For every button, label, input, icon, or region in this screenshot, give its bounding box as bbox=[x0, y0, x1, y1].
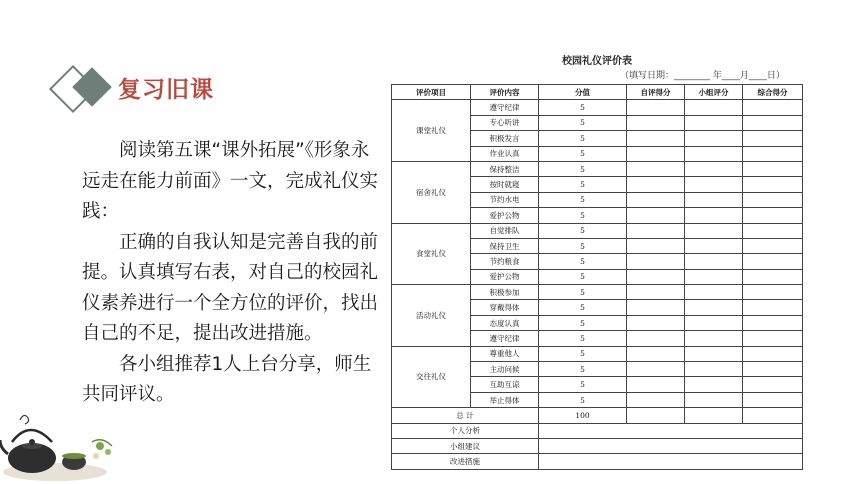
overall-score-input[interactable] bbox=[743, 269, 803, 284]
table-row bbox=[392, 100, 803, 115]
group-score-input[interactable] bbox=[685, 254, 743, 269]
score-cell: 5 bbox=[539, 223, 627, 238]
score-cell: 5 bbox=[539, 377, 627, 392]
group-score-input[interactable] bbox=[685, 208, 743, 223]
score-cell: 5 bbox=[539, 177, 627, 192]
self-score-input[interactable] bbox=[627, 192, 685, 207]
self-score-input[interactable] bbox=[627, 100, 685, 115]
content-cell: 举止得体 bbox=[471, 392, 539, 407]
instruction-text bbox=[82, 136, 382, 411]
score-cell: 5 bbox=[539, 331, 627, 346]
footer-row bbox=[392, 454, 803, 470]
overall-score-input[interactable] bbox=[743, 238, 803, 253]
score-cell: 5 bbox=[539, 362, 627, 377]
category-cell: 宿舍礼仪 bbox=[392, 161, 471, 223]
table-header-row bbox=[392, 85, 803, 100]
footer-input[interactable] bbox=[539, 454, 803, 470]
score-cell: 5 bbox=[539, 269, 627, 284]
content-cell: 节约粮食 bbox=[471, 254, 539, 269]
content-cell: 态度认真 bbox=[471, 315, 539, 330]
self-score-input[interactable] bbox=[627, 392, 685, 407]
content-cell: 主动问候 bbox=[471, 362, 539, 377]
overall-score-input[interactable] bbox=[743, 115, 803, 130]
overall-score-input[interactable] bbox=[743, 362, 803, 377]
self-score-input[interactable] bbox=[627, 223, 685, 238]
table-row bbox=[392, 223, 803, 238]
content-cell: 积极发言 bbox=[471, 131, 539, 146]
self-score-input[interactable] bbox=[627, 208, 685, 223]
self-score-input[interactable] bbox=[627, 285, 685, 300]
score-cell: 5 bbox=[539, 208, 627, 223]
footer-row bbox=[392, 438, 803, 453]
self-score-input[interactable] bbox=[627, 346, 685, 361]
overall-score-input[interactable] bbox=[743, 285, 803, 300]
footer-row bbox=[392, 423, 803, 438]
footer-label: 个人分析 bbox=[392, 423, 539, 438]
score-cell: 5 bbox=[539, 254, 627, 269]
total-group-input[interactable] bbox=[685, 408, 743, 423]
group-score-input[interactable] bbox=[685, 362, 743, 377]
content-cell: 遵守纪律 bbox=[471, 331, 539, 346]
group-score-input[interactable] bbox=[685, 392, 743, 407]
group-score-input[interactable] bbox=[685, 238, 743, 253]
total-row bbox=[392, 408, 803, 423]
footer-label: 小组建议 bbox=[392, 438, 539, 453]
content-cell: 自觉排队 bbox=[471, 223, 539, 238]
group-score-input[interactable] bbox=[685, 285, 743, 300]
paragraph-2: 正确的自我认知是完善自我的前提。认真填写右表，对自己的校园礼仪素养进行一个全方位的评价，找出自己的不足，提出改进措施。 bbox=[82, 231, 379, 344]
group-score-input[interactable] bbox=[685, 223, 743, 238]
table-row bbox=[392, 161, 803, 176]
score-cell: 5 bbox=[539, 300, 627, 315]
content-cell: 爱护公物 bbox=[471, 269, 539, 284]
group-score-input[interactable] bbox=[685, 161, 743, 176]
table-row bbox=[392, 346, 803, 361]
table-row bbox=[392, 285, 803, 300]
overall-score-input[interactable] bbox=[743, 131, 803, 146]
score-cell: 5 bbox=[539, 392, 627, 407]
score-cell: 5 bbox=[539, 161, 627, 176]
fill-date-line: （填写日期：________ 年____月____日） bbox=[620, 71, 785, 81]
overall-score-input[interactable] bbox=[743, 192, 803, 207]
category-cell: 活动礼仪 bbox=[392, 285, 471, 347]
group-score-input[interactable] bbox=[685, 300, 743, 315]
teapot-decoration-icon bbox=[0, 402, 120, 484]
content-cell: 作业认真 bbox=[471, 146, 539, 161]
overall-score-input[interactable] bbox=[743, 146, 803, 161]
paragraph-3: 各小组推荐1人上台分享，师生共同评议。 bbox=[82, 353, 372, 405]
header-cell: 自评得分 bbox=[627, 85, 685, 100]
content-cell: 遵守纪律 bbox=[471, 100, 539, 115]
score-cell: 5 bbox=[539, 192, 627, 207]
total-score: 100 bbox=[539, 408, 627, 423]
score-cell: 5 bbox=[539, 238, 627, 253]
footer-label: 改进措施 bbox=[392, 454, 539, 470]
overall-score-input[interactable] bbox=[743, 223, 803, 238]
table-title: 校园礼仪评价表 bbox=[562, 56, 632, 67]
section-header bbox=[54, 66, 274, 116]
content-cell: 尊重他人 bbox=[471, 346, 539, 361]
category-cell: 课堂礼仪 bbox=[392, 100, 471, 162]
overall-score-input[interactable] bbox=[743, 346, 803, 361]
group-score-input[interactable] bbox=[685, 192, 743, 207]
section-title: 复习旧课 bbox=[118, 77, 214, 103]
content-cell: 按时就寝 bbox=[471, 177, 539, 192]
overall-score-input[interactable] bbox=[743, 161, 803, 176]
overall-score-input[interactable] bbox=[743, 331, 803, 346]
content-cell: 穿戴得体 bbox=[471, 300, 539, 315]
footer-input[interactable] bbox=[539, 438, 803, 453]
group-score-input[interactable] bbox=[685, 146, 743, 161]
header-cell: 评价项目 bbox=[392, 85, 471, 100]
content-cell: 保持卫生 bbox=[471, 238, 539, 253]
content-cell: 保持整洁 bbox=[471, 161, 539, 176]
self-score-input[interactable] bbox=[627, 254, 685, 269]
overall-score-input[interactable] bbox=[743, 100, 803, 115]
overall-score-input[interactable] bbox=[743, 300, 803, 315]
self-score-input[interactable] bbox=[627, 238, 685, 253]
overall-score-input[interactable] bbox=[743, 392, 803, 407]
content-cell: 积极参加 bbox=[471, 285, 539, 300]
self-score-input[interactable] bbox=[627, 315, 685, 330]
self-score-input[interactable] bbox=[627, 269, 685, 284]
self-score-input[interactable] bbox=[627, 377, 685, 392]
self-score-input[interactable] bbox=[627, 161, 685, 176]
score-cell: 5 bbox=[539, 285, 627, 300]
self-score-input[interactable] bbox=[627, 362, 685, 377]
group-score-input[interactable] bbox=[685, 331, 743, 346]
group-score-input[interactable] bbox=[685, 269, 743, 284]
score-cell: 5 bbox=[539, 315, 627, 330]
score-cell: 5 bbox=[539, 146, 627, 161]
paragraph-1: 阅读第五课“课外拓展”《形象永远走在能力前面》一文，完成礼仪实践： bbox=[82, 140, 379, 222]
overall-score-input[interactable] bbox=[743, 377, 803, 392]
overall-score-input[interactable] bbox=[743, 208, 803, 223]
group-score-input[interactable] bbox=[685, 177, 743, 192]
content-cell: 专心听讲 bbox=[471, 115, 539, 130]
footer-input[interactable] bbox=[539, 423, 803, 438]
score-cell: 5 bbox=[539, 131, 627, 146]
group-score-input[interactable] bbox=[685, 315, 743, 330]
group-score-input[interactable] bbox=[685, 115, 743, 130]
content-cell: 节约水电 bbox=[471, 192, 539, 207]
content-cell: 爱护公物 bbox=[471, 208, 539, 223]
self-score-input[interactable] bbox=[627, 115, 685, 130]
group-score-input[interactable] bbox=[685, 131, 743, 146]
content-cell: 互助互谅 bbox=[471, 377, 539, 392]
header-cell: 评价内容 bbox=[471, 85, 539, 100]
header-cell: 分值 bbox=[539, 85, 627, 100]
category-cell: 食堂礼仪 bbox=[392, 223, 471, 285]
group-score-input[interactable] bbox=[685, 377, 743, 392]
total-label: 总 计 bbox=[392, 408, 539, 423]
self-score-input[interactable] bbox=[627, 131, 685, 146]
header-cell: 综合得分 bbox=[743, 85, 803, 100]
self-score-input[interactable] bbox=[627, 331, 685, 346]
group-score-input[interactable] bbox=[685, 346, 743, 361]
total-self-input[interactable] bbox=[627, 408, 685, 423]
header-cell: 小组评分 bbox=[685, 85, 743, 100]
score-cell: 5 bbox=[539, 115, 627, 130]
self-score-input[interactable] bbox=[627, 146, 685, 161]
etiquette-evaluation-table bbox=[391, 84, 803, 470]
overall-score-input[interactable] bbox=[743, 177, 803, 192]
score-cell: 5 bbox=[539, 346, 627, 361]
overall-score-input[interactable] bbox=[743, 315, 803, 330]
category-cell: 交往礼仪 bbox=[392, 346, 471, 408]
self-score-input[interactable] bbox=[627, 300, 685, 315]
score-cell: 5 bbox=[539, 100, 627, 115]
total-overall-input[interactable] bbox=[743, 408, 803, 423]
overall-score-input[interactable] bbox=[743, 254, 803, 269]
group-score-input[interactable] bbox=[685, 100, 743, 115]
self-score-input[interactable] bbox=[627, 177, 685, 192]
